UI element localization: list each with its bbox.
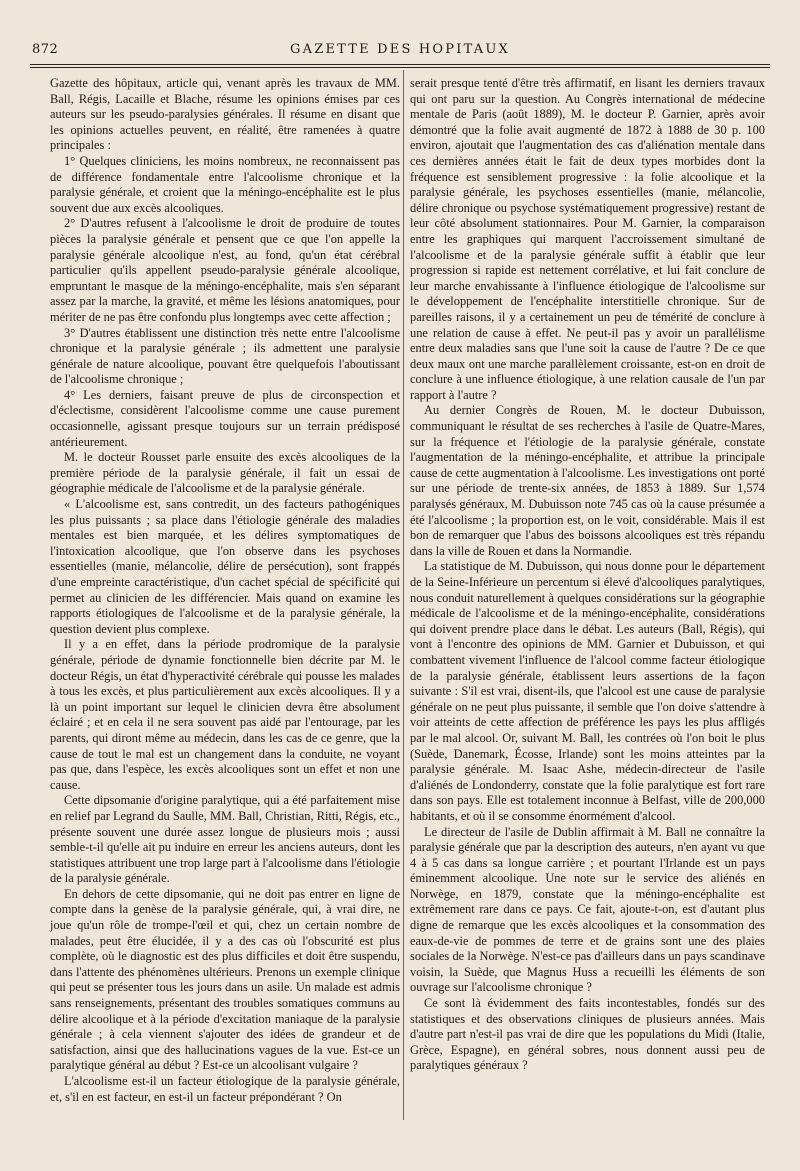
header-rule-top [30, 64, 770, 65]
paragraph: 3° D'autres établissent une distinction très nette entre l'alcoolisme chronique et la paralysie générale ; ils admettent une paralysie générale de nature alcoolique, pouvant être quelquefois l'aboutissant de l'alcoolisme chronique ; [50, 325, 400, 387]
paragraph: La statistique de M. Dubuisson, qui nous donne pour le département de la Seine-Inférieure un percentum si élevé d'alcooliques paralytiques, nous conduit naturellement à quelques considérations sur la géographie médicale de l'alcoolisme et de la méningo-encéphalite, considérations qui doivent prendre place dans le débat. Les auteurs (Ball, Régis), qui vont à l'encontre des opinions de MM. Garnier et Dubuisson, et qui combattent vivement l'influence de l'alcool comme facteur étiologique de la paralysie générale, établissent leurs assertions de la façon suivante : S'il est vrai, disent-ils, que l'alcool est une cause de paralysie générale on ne peut plus puissante, il semble que l'on doive s'attendre à voir atteints de cette affection de préférence les pays les plus affligés par le mal alcool. Or, suivant M. Ball, les contrées où l'on boit le plus (Suède, Danemark, Écosse, Irlande) sont les moins atteintes par la paralysie générale. M. Isaac Ashe, médecin-directeur de l'asile d'aliénés de Londonderry, constate que la folie paralytique est fort rare dans son pays. Elle est totalement inconnue à Belfast, ville de 200,000 habitants, et où il se consomme énormément d'alcool. [410, 559, 765, 823]
paragraph: Il y a en effet, dans la période prodromique de la paralysie générale, période de dynamie fonctionnelle bien décrite par M. le docteur Régis, un état d'hyperactivité cérébrale qui pousse les malades à tous les excès, et plus particulièrement aux excès alcooliques. Il y a là un point important sur lequel le clinicien devra être absolument éclairé ; et en cela il ne sera souvent pas aidé par l'entourage, par les parents, qui diront même au médecin, dans les cas de ce genre, que la cause de tout le mal est un changement dans la conduite, ne voyant pas que, dans l'espèce, les excès alcooliques sont un effet et non une cause. [50, 637, 400, 792]
paragraph: 2° D'autres refusent à l'alcoolisme le droit de produire de toutes pièces la paralysie générale et pensent que ce que l'on appelle la paralysie générale alcoolique n'est, au fond, qu'un état cérébral particulier qu'ils appellent pseudo-paralysie générale alcoolique, empruntant le masque de la méningo-encéphalite, mais s'en séparant assez par la marche, la gravité, et même les lésions anatomiques, pour mériter de ne pas être confondu plus longtemps avec cette affection ; [50, 216, 400, 324]
paragraph: Au dernier Congrès de Rouen, M. le docteur Dubuisson, communiquant le résultat de ses recherches à l'asile de Quatre-Mares, sur la fréquence et l'étiologie de la paralysie générale, constate l'augmentation de la méningo-encéphalite, et attribue la principale cause de cette augmentation à l'alcoolisme. Les investigations ont porté sur une période de trente-six années, de 1853 à 1889. Sur 1,574 paralysés généraux, M. Dubuisson note 745 cas où la cause présumée a été l'alcoolisme ; la proportion est, on le voit, considérable. Mais il est bon de remarquer que l'abus des boissons alcooliques est très répandu dans la ville de Rouen et dans la Normandie. [410, 403, 765, 558]
paragraph: Cette dipsomanie d'origine paralytique, qui a été parfaitement mise en relief par Legrand du Saulle, MM. Ball, Christian, Ritti, Régis, etc., présente souvent une durée assez longue de plusieurs mois ; aussi semble-t-il qu'elle ait pu induire en erreur les anciens auteurs, dont les statistiques attribuent une trop large part à l'alcoolisme dans l'étiologie de la paralysie générale. [50, 793, 400, 886]
running-title: GAZETTE DES HOPITAUX [290, 42, 510, 57]
paragraph: M. le docteur Rousset parle ensuite des excès alcooliques de la première période de la paralysie générale, il fait un essai de géographie médicale de l'alcoolisme et de la paralysie générale. [50, 450, 400, 496]
header-rule-bottom [30, 67, 770, 68]
paragraph: Le directeur de l'asile de Dublin affirmait à M. Ball ne connaître la paralysie générale que par la description des auteurs, n'en ayant vu que 4 à 5 cas dans sa longue carrière ; et pourtant l'Irlande est un pays éminemment alcoolique. Une note sur le service des aliénés en Norwège, en 1879, constate que la méningo-encéphalite est extrêmement rare dans ce pays. Ce fait, ajoute-t-on, est d'autant plus digne de remarque que les excès alcooliques et la consommation des eaux-de-vie de pommes de terre et de grains sont une des plaies sociales de la Norwège. N'est-ce pas d'ailleurs dans un pays scandinave voisin, la Suède, que Magnus Huss a recueilli les éléments de son ouvrage sur l'alcoolisme chronique ? [410, 824, 765, 995]
paragraph: L'alcoolisme est-il un facteur étiologique de la paralysie générale, et, s'il en est facteur, en est-il un facteur prépondérant ? On [50, 1074, 400, 1104]
paragraph: Gazette des hôpitaux, article qui, venant après les travaux de MM. Ball, Régis, Lacaille et Blache, résume les opinions émises par ces auteurs sur les pseudo-paralysies générales. Il résume en disant que les opinions actuelles peuvent, en réalité, être ramenées à quatre principales : [50, 76, 400, 153]
page-number: 872 [32, 42, 59, 57]
paragraph: En dehors de cette dipsomanie, qui ne doit pas entrer en ligne de compte dans la genèse de la paralysie générale, qui, à vrai dire, ne joue qu'un rôle de trompe-l'œil et qui, chez un certain nombre de malades, peut être élucidée, il y a des cas où l'obscurité est plus complète, où le diagnostic est des plus difficiles et doit être suspendu, dans l'attente des phénomènes ultérieurs. Prenons un exemple clinique qui peut se présenter tous les jours dans un asile. Un malade est admis sans renseignements, présentant des troubles somatiques communs au délire alcoolique et à la période d'excitation maniaque de la paralysie générale ; à cela viennent s'ajouter des idées de grandeur et de satisfaction, ainsi que des hallucinations vagues de la vue. Est-ce un paralytique général au début ? Est-ce un alcoolisant vulgaire ? [50, 886, 400, 1073]
paragraph: 1° Quelques cliniciens, les moins nombreux, ne reconnaissent pas de différence fondamentale entre l'alcoolisme chronique et la paralysie générale, et croient que la méningo-encéphalite est le plus souvent due aux excès alcooliques. [50, 153, 400, 215]
left-column [50, 76, 400, 1105]
paragraph: Ce sont là évidemment des faits incontestables, fondés sur des statistiques et des observations cliniques de plusieurs années. Mais d'autre part n'est-il pas vrai de dire que les populations du Midi (Italie, Grèce, Espagne), en général sobres, nous donnent aussi peu de paralytiques généraux ? [410, 996, 765, 1073]
paragraph: serait presque tenté d'être très affirmatif, en lisant les derniers travaux qui ont paru sur la question. Au Congrès international de médecine mentale de Paris (août 1889), M. le docteur P. Garnier, après avoir démontré que la folie avait augmenté de 1872 à 1888 de 30 p. 100 environ, ajoutait que l'augmentation des cas d'aliénation mentale dans ces dernières années était le fait de deux types morbides dont la fréquence est sensiblement progressive : la folie alcoolique et la paralysie générale, les psychoses essentielles (manie, mélancolie, délire chronique ou psychose systématiquement progressive) restant de leur côté absolument stationnaires. Pour M. Garnier, la comparaison entre les graphiques qui marquent l'accroissement simultané de l'alcoolisme et de la paralysie générale suffit à établir que leur progression si rapide est nettement corrélative, et lui fait conclure de leur marche envahissante à l'influence étiologique de l'alcoolisme sur le développement de l'encéphalite interstitielle chronique. Sur de pareilles raisons, il y a certainement un peu de témérité de conclure à une relation de cause à effet. Ne peut-il pas y avoir un parallélisme entre deux maladies sans que l'une soit la cause de l'autre ? De ce que deux maux ont une marche parallèlement croissante, est-on en droit de conclure à une influence étiologique, à une relation causale de l'un par rapport à l'autre ? [410, 76, 765, 402]
right-column [410, 76, 765, 1074]
column-divider [403, 70, 404, 1120]
page-header [30, 38, 770, 62]
paragraph: 4° Les derniers, faisant preuve de plus de circonspection et d'éclectisme, considèrent l'alcoolisme comme une cause purement occasionnelle, agissant presque toujours sur un terrain prédisposé antérieurement. [50, 387, 400, 449]
paragraph: « L'alcoolisme est, sans contredit, un des facteurs pathogéniques les plus puissants ; sa place dans l'étiologie générale des maladies mentales est bien marquée, et les délires symptomatiques de l'intoxication alcoolique, que l'on observe dans les psychoses essentielles (manie, mélancolie, délire de persécution), sont frappés d'une empreinte caractéristique, d'un cachet spécial de spécificité qui permet au clinicien de les différencier. Mais quand on examine les rapports étiologiques de l'alcoolisme et de la paralysie générale, la question devient plus complexe. [50, 497, 400, 636]
